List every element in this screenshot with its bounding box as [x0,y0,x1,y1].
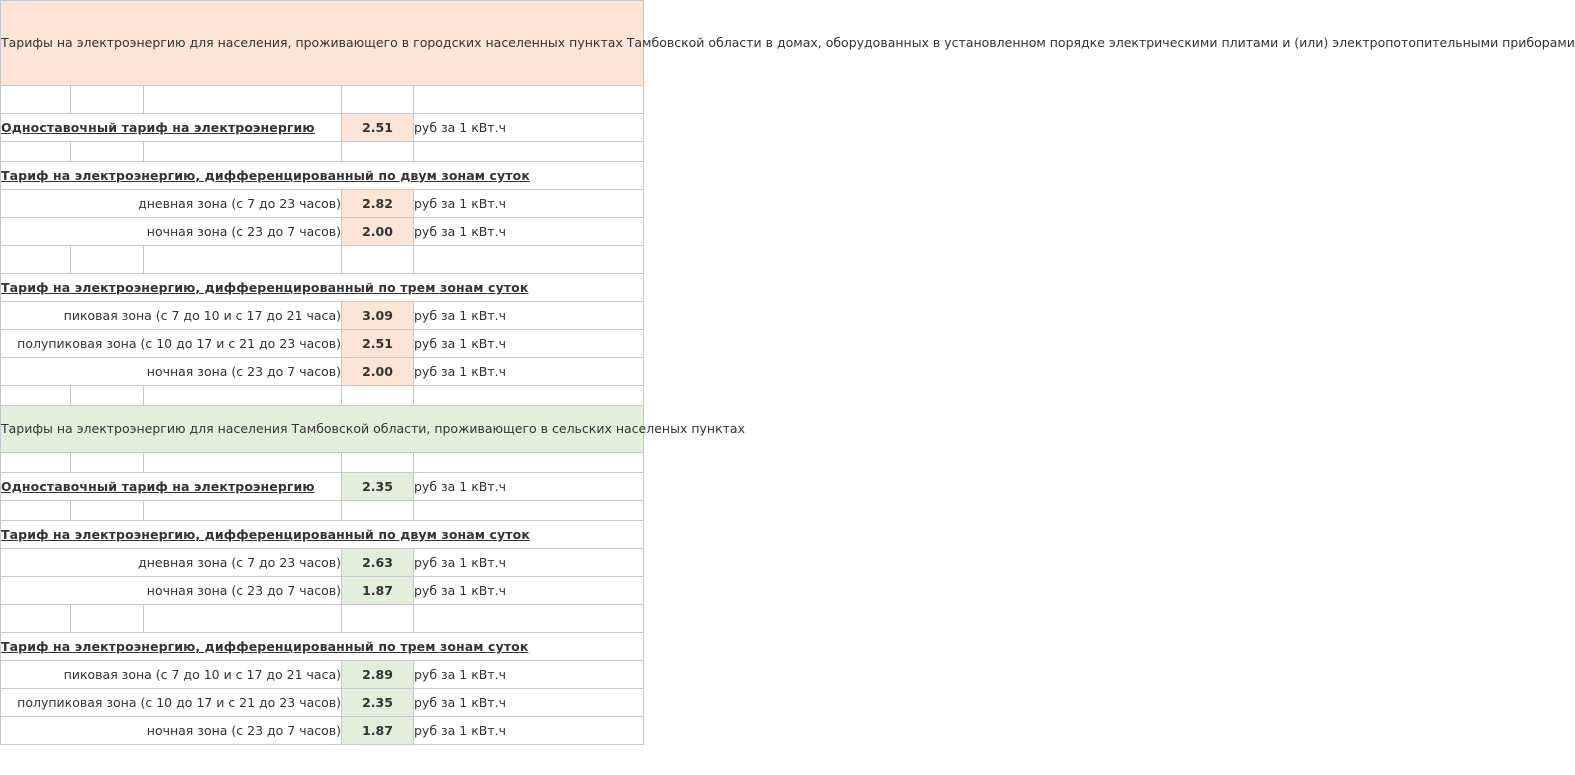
rural-three-zone-semipeak-label: полупиковая зона (с 10 до 17 и с 21 до 23 часов) [1,689,342,717]
urban-title: Тарифы на электроэнергию для населения, проживающего в городских населенных пунктах Тамбовской области в домах, оборудованных в установленном порядке электрическими плитами и (или) электропотопительными приборами [1,1,644,86]
table-row [1,717,644,745]
urban-two-zone-night-label: ночная зона (с 23 до 7 часов) [1,218,342,246]
urban-three-zone-peak-label: пиковая зона (с 7 до 10 и с 17 до 21 часа) [1,302,342,330]
rural-two-zone-night-value: 1.87 [342,577,414,605]
urban-three-zone-peak-value: 3.09 [342,302,414,330]
urban-three-zone-semipeak-label: полупиковая зона (с 10 до 17 и с 21 до 23 часов) [1,330,342,358]
rural-two-zone-header: Тариф на электроэнергию, дифференцированный по двум зонам суток [1,521,644,549]
rural-three-zone-night-label: ночная зона (с 23 до 7 часов) [1,717,342,745]
urban-three-zone-semipeak-unit: руб за 1 кВт.ч [414,330,644,358]
table-row [1,302,644,330]
rural-two-zone-day-value: 2.63 [342,549,414,577]
table-row [1,549,644,577]
empty-row [1,142,644,162]
table-row [1,358,644,386]
empty-row [1,605,644,633]
table-row [1,689,644,717]
rural-two-zone-night-label: ночная зона (с 23 до 7 часов) [1,577,342,605]
rural-title-row [1,406,644,453]
urban-three-zone-peak-unit: руб за 1 кВт.ч [414,302,644,330]
table-row [1,190,644,218]
rural-single-value: 2.35 [342,473,414,501]
urban-three-zone-night-value: 2.00 [342,358,414,386]
urban-three-zone-night-label: ночная зона (с 23 до 7 часов) [1,358,342,386]
urban-two-zone-header: Тариф на электроэнергию, дифференцированный по двум зонам суток [1,162,644,190]
urban-three-zone-night-unit: руб за 1 кВт.ч [414,358,644,386]
urban-single-row [1,114,644,142]
table-row [1,661,644,689]
urban-three-zone-semipeak-value: 2.51 [342,330,414,358]
empty-row [1,246,644,274]
empty-row [1,386,644,406]
rural-single-label: Одноставочный тариф на электроэнергию [1,473,342,501]
empty-row [1,453,644,473]
table-row [1,218,644,246]
rural-three-zone-peak-label: пиковая зона (с 7 до 10 и с 17 до 21 часа) [1,661,342,689]
rural-three-zone-semipeak-value: 2.35 [342,689,414,717]
empty-row [1,501,644,521]
empty-row [1,86,644,114]
rural-three-zone-header: Тариф на электроэнергию, дифференцированный по трем зонам суток [1,633,644,661]
urban-three-zone-header: Тариф на электроэнергию, дифференцированный по трем зонам суток [1,274,644,302]
rural-title: Тарифы на электроэнергию для населения Тамбовской области, проживающего в сельских населеных пунктах [1,406,644,453]
urban-two-zone-header-row [1,162,644,190]
urban-single-unit: руб за 1 кВт.ч [414,114,644,142]
urban-three-zone-header-row [1,274,644,302]
rural-three-zone-night-unit: руб за 1 кВт.ч [414,717,644,745]
urban-two-zone-day-label: дневная зона (с 7 до 23 часов) [1,190,342,218]
rural-three-zone-peak-unit: руб за 1 кВт.ч [414,661,644,689]
rural-two-zone-day-label: дневная зона (с 7 до 23 часов) [1,549,342,577]
table-row [1,330,644,358]
table-row [1,577,644,605]
urban-two-zone-day-unit: руб за 1 кВт.ч [414,190,644,218]
rural-three-zone-peak-value: 2.89 [342,661,414,689]
rural-single-unit: руб за 1 кВт.ч [414,473,644,501]
urban-two-zone-day-value: 2.82 [342,190,414,218]
urban-two-zone-night-value: 2.00 [342,218,414,246]
rural-two-zone-day-unit: руб за 1 кВт.ч [414,549,644,577]
urban-single-label: Одноставочный тариф на электроэнергию [1,114,342,142]
urban-title-row [1,1,644,86]
rural-three-zone-header-row [1,633,644,661]
rural-three-zone-semipeak-unit: руб за 1 кВт.ч [414,689,644,717]
rural-three-zone-night-value: 1.87 [342,717,414,745]
urban-single-value: 2.51 [342,114,414,142]
rural-two-zone-header-row [1,521,644,549]
rural-single-row [1,473,644,501]
urban-two-zone-night-unit: руб за 1 кВт.ч [414,218,644,246]
rural-two-zone-night-unit: руб за 1 кВт.ч [414,577,644,605]
